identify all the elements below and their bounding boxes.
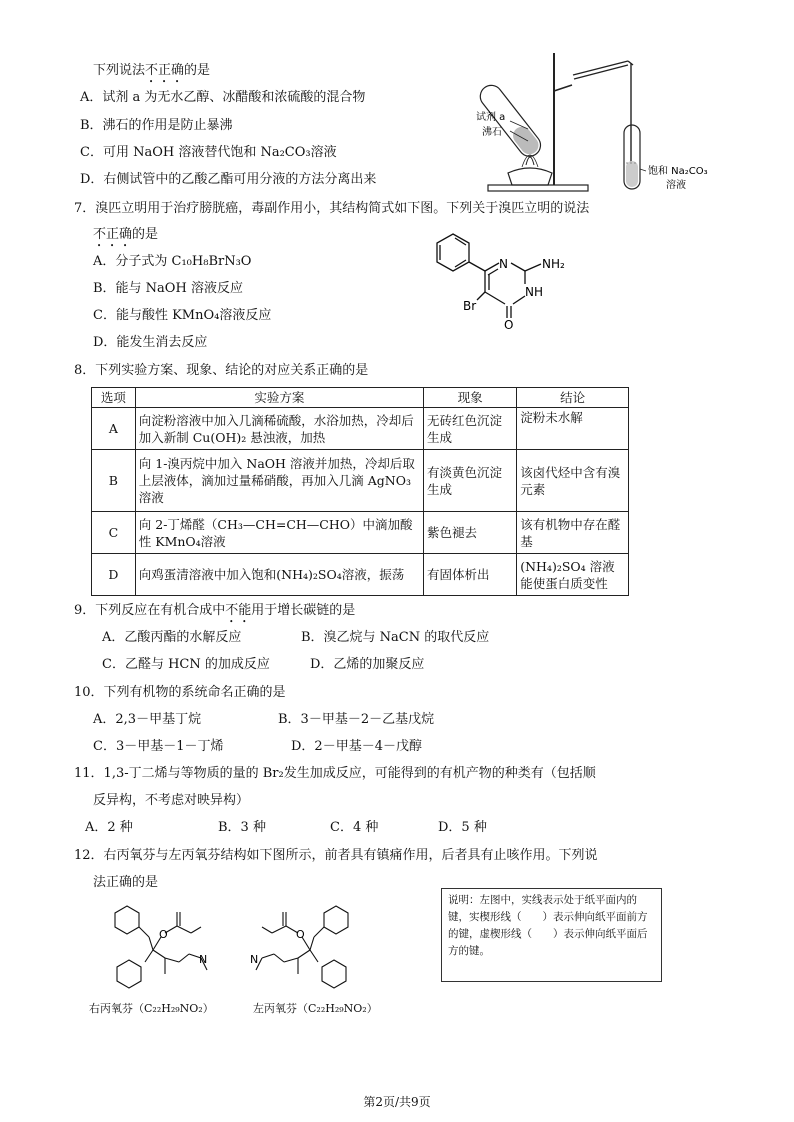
q11-stem-line1: 11．1,3-丁二烯与等物质的量的 Br₂发生加成反应，可能得到的有机产物的种类有（包括顺	[74, 766, 596, 781]
cell-phenomenon: 有淡黄色沉淀生成	[424, 450, 517, 512]
q11-option-b: B．3 种	[218, 820, 266, 835]
atom-o: O	[296, 928, 305, 941]
cell-conclusion: 淀粉未水解	[517, 408, 629, 450]
label-sat-solution: 饱和 Na₂CO₃	[648, 166, 708, 177]
q12-stem-line2: 法正确的是	[93, 875, 159, 890]
header-conclusion: 结论	[517, 388, 629, 408]
q11-option-d: D．5 种	[438, 820, 487, 835]
table-header-row	[92, 388, 629, 408]
q8-stem: 8．下列实验方案、现象、结论的对应关系正确的是	[74, 363, 369, 378]
dextropropoxyphene-structure	[95, 900, 225, 995]
cell-phenomenon: 紫色褪去	[424, 512, 517, 554]
q9-stem: 9．下列反应在有机合成中不能用于增长碳链的是	[74, 603, 356, 618]
q7-option-c: C．能与酸性 KMnO₄溶液反应	[93, 308, 272, 323]
q10-stem: 10．下列有机物的系统命名正确的是	[74, 685, 286, 700]
q9-option-d: D．乙烯的加聚反应	[310, 657, 425, 672]
cell-option: B	[92, 450, 136, 512]
cell-plan: 向淀粉溶液中加入几滴稀硫酸，水浴加热，冷却后加入新制 Cu(OH)₂ 悬浊液，加热	[135, 408, 423, 450]
atom-nh: NH	[525, 285, 543, 299]
q6-option-d: D．右侧试管中的乙酸乙酯可用分液的方法分离出来	[80, 172, 377, 187]
q10-option-c: C．3－甲基－1－丁烯	[93, 739, 224, 754]
levopropoxyphene-structure	[240, 900, 370, 995]
table-row	[92, 450, 629, 512]
q10-option-b: B．3－甲基－2－乙基戊烷	[278, 712, 435, 727]
table-row	[92, 408, 629, 450]
label-reagent-a: 试剂 a	[476, 112, 506, 123]
q6-option-c: C．可用 NaOH 溶液替代饱和 Na₂CO₃溶液	[80, 145, 337, 160]
q12-note-box: 说明：左图中，实线表示处于纸平面内的键，实楔形线（ ）表示伸向纸平面前方的键，虚楔形线（ ）表示伸向纸平面后方的键。	[441, 888, 662, 982]
q11-stem-line2: 反异构，不考虑对映异构）	[93, 793, 250, 808]
cell-plan: 向 1-溴丙烷中加入 NaOH 溶液并加热，冷却后取上层液体，滴加过量稀硝酸，再加入几滴 AgNO₃溶液	[135, 450, 423, 512]
q7-stem-line1: 7．溴匹立明用于治疗膀胱癌，毒副作用小，其结构简式如下图。下列关于溴匹立明的说法	[74, 201, 590, 216]
q8-table	[91, 387, 629, 596]
q9-option-c: C．乙醛与 HCN 的加成反应	[102, 657, 270, 672]
q7-option-d: D．能发生消去反应	[93, 335, 208, 350]
atom-n: N	[199, 953, 208, 966]
q9-option-b: B．溴乙烷与 NaCN 的取代反应	[301, 630, 490, 645]
atom-o: O	[159, 928, 168, 941]
header-plan: 实验方案	[135, 388, 423, 408]
q12-stem-line1: 12．右丙氧芬与左丙氧芬结构如下图所示，前者具有镇痛作用，后者具有止咳作用。下列说	[74, 848, 598, 863]
header-option: 选项	[92, 388, 136, 408]
cell-conclusion: 该有机物中存在醛基	[517, 512, 629, 554]
q9-option-a: A．乙酸丙酯的水解反应	[102, 630, 242, 645]
cell-conclusion: 该卤代烃中含有溴元素	[517, 450, 629, 512]
q6-option-a: A．试剂 a 为无水乙醇、冰醋酸和浓硫酸的混合物	[80, 90, 366, 105]
atom-n: N	[250, 953, 259, 966]
q10-option-a: A．2,3－甲基丁烷	[93, 712, 202, 727]
caption-levo: 左丙氧芬（C₂₂H₂₉NO₂）	[253, 1002, 378, 1015]
q7-option-b: B．能与 NaOH 溶液反应	[93, 281, 243, 296]
label-solution: 溶液	[666, 180, 686, 191]
cell-option: A	[92, 408, 136, 450]
label-boiling-stone: 沸石	[482, 127, 502, 138]
atom-br: Br	[463, 299, 477, 313]
atom-o: O	[504, 318, 514, 332]
cell-plan: 向鸡蛋清溶液中加入饱和(NH₄)₂SO₄溶液，振荡	[135, 554, 423, 596]
cell-phenomenon: 有固体析出	[424, 554, 517, 596]
cell-conclusion: (NH₄)₂SO₄ 溶液能使蛋白质变性	[517, 554, 629, 596]
q11-option-c: C．4 种	[330, 820, 379, 835]
ester-apparatus-figure	[470, 45, 720, 197]
atom-n: N	[499, 257, 508, 271]
q6-option-b: B．沸石的作用是防止暴沸	[80, 118, 233, 133]
table-row	[92, 512, 629, 554]
table-row	[92, 554, 629, 596]
q7-option-a: A．分子式为 C₁₀H₈BrN₃O	[93, 254, 252, 269]
cell-option: D	[92, 554, 136, 596]
q10-option-d: D．2－甲基－4－戊醇	[291, 739, 422, 754]
header-phenomenon: 现象	[424, 388, 517, 408]
bropirimine-structure	[425, 228, 595, 340]
q7-stem-line2: 不正确的是	[93, 227, 159, 242]
cell-phenomenon: 无砖红色沉淀生成	[424, 408, 517, 450]
caption-dextro: 右丙氧芬（C₂₂H₂₉NO₂）	[89, 1002, 214, 1015]
q11-option-a: A．2 种	[85, 820, 133, 835]
cell-plan: 向 2-丁烯醛（CH₃—CH=CH—CHO）中滴加酸性 KMnO₄溶液	[135, 512, 423, 554]
page-footer: 第2页/共9页	[363, 1095, 431, 1109]
atom-nh2: NH₂	[542, 257, 565, 271]
q6-stem: 下列说法不正确的是	[93, 63, 211, 78]
cell-option: C	[92, 512, 136, 554]
